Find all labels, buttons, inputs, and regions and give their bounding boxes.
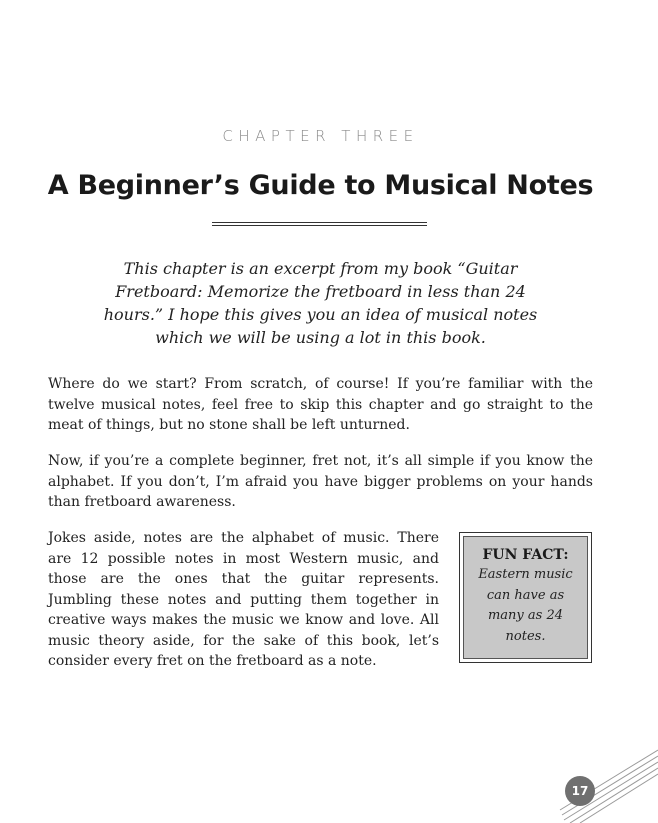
- body-paragraph-3: Jokes aside, notes are the alphabet of music. There are 12 possible notes in most Western music, and those are the ones that the guitar represents. Jumbling these notes and putting them together in creative ways makes the music we know and love. All music theory aside, for the sake of this book, let’s consider every fret on the fretboard as a note.: [48, 530, 439, 669]
- fun-fact-text: Eastern music can have as many as 24 notes.: [478, 567, 573, 644]
- fun-fact-box: [459, 532, 592, 663]
- chapter-intro: This chapter is an excerpt from my book “Guitar Fretboard: Memorize the fretboard in less than 24 hours.” I hope this gives you an idea of musical notes which we will be using a lot in this book.: [103, 259, 538, 347]
- page-number-badge: 17: [565, 776, 595, 806]
- chapter-title: A Beginner’s Guide to Musical Notes: [47, 170, 594, 201]
- music-staff-decoration: [540, 740, 658, 823]
- fun-fact-title: FUN FACT:: [482, 547, 569, 563]
- body-paragraph-2: Now, if you’re a complete beginner, fret not, it’s all simple if you know the alphabet. If you don’t, I’m afraid you have bigger problems on your hands than fretboard awareness.: [48, 453, 593, 510]
- body-paragraph-1: Where do we start? From scratch, of course! If you’re familiar with the twelve musical notes, feel free to skip this chapter and go straight to the meat of things, but no stone shall be left unturned.: [48, 376, 593, 433]
- fun-fact-panel: [463, 536, 588, 659]
- title-divider: [212, 222, 427, 226]
- chapter-label: CHAPTER THREE: [222, 127, 419, 145]
